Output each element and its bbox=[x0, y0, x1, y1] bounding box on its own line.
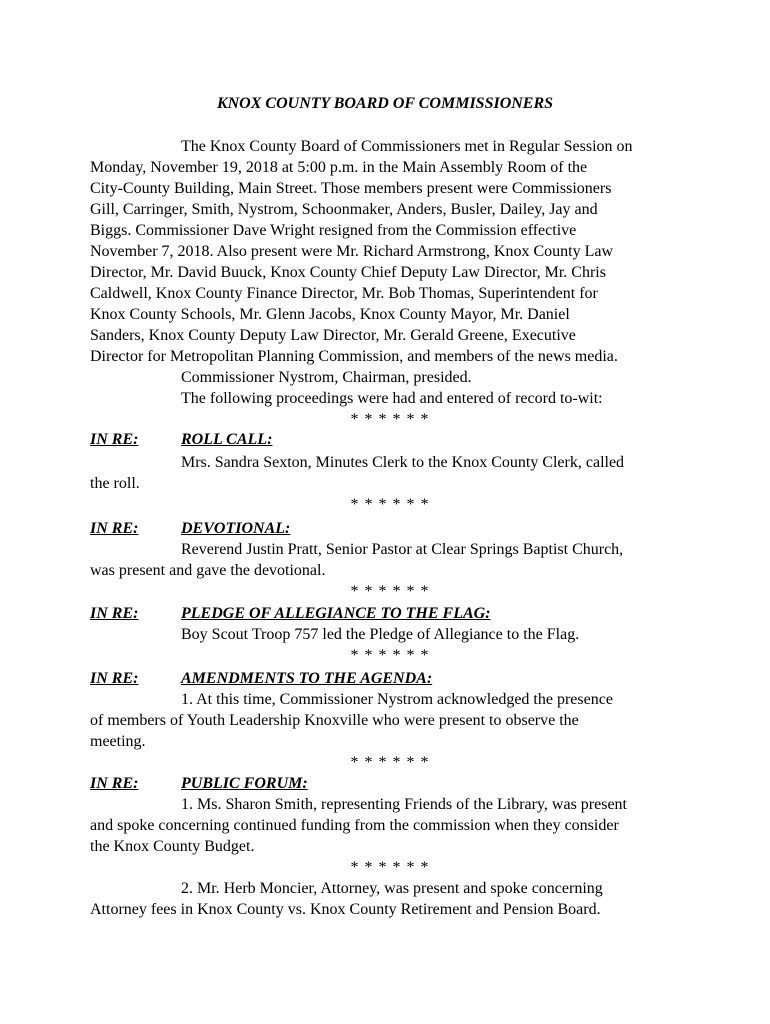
section-heading: AMENDMENTS TO THE AGENDA: bbox=[181, 670, 433, 687]
intro-line: The Knox County Board of Commissioners met in Regular Session on bbox=[181, 138, 633, 155]
in-re-label: IN RE: bbox=[90, 670, 139, 687]
section-heading-row bbox=[90, 518, 690, 539]
section-text: 1. Ms. Sharon Smith, representing Friends of the Library, was present bbox=[181, 796, 627, 813]
section-text: 2. Mr. Herb Moncier, Attorney, was present and spoke concerning bbox=[181, 880, 603, 897]
separator: * * * * * * bbox=[350, 583, 430, 600]
intro-line: Gill, Carringer, Smith, Nystrom, Schoonmaker, Anders, Busler, Dailey, Jay and bbox=[90, 201, 598, 218]
section-text: Boy Scout Troop 757 led the Pledge of Allegiance to the Flag. bbox=[181, 626, 580, 643]
section-heading-row bbox=[90, 603, 690, 624]
proceedings-line: The following proceedings were had and entered of record to-wit: bbox=[181, 390, 603, 407]
in-re-label: IN RE: bbox=[90, 431, 139, 448]
section-text: Mrs. Sandra Sexton, Minutes Clerk to the Knox County Clerk, called bbox=[181, 454, 625, 471]
section-text: 1. At this time, Commissioner Nystrom acknowledged the presence bbox=[181, 691, 613, 708]
intro-line: Knox County Schools, Mr. Glenn Jacobs, Knox County Mayor, Mr. Daniel bbox=[90, 306, 570, 323]
intro-line: November 7, 2018. Also present were Mr. Richard Armstrong, Knox County Law bbox=[90, 243, 614, 260]
section-devotional bbox=[90, 518, 690, 602]
intro-line: Caldwell, Knox County Finance Director, Mr. Bob Thomas, Superintendent for bbox=[90, 285, 598, 302]
section-roll-call bbox=[90, 429, 690, 515]
separator: * * * * * * bbox=[350, 754, 430, 771]
section-text: and spoke concerning continued funding from the commission when they consider bbox=[90, 817, 619, 834]
section-amendments bbox=[90, 668, 690, 773]
separator: * * * * * * bbox=[350, 859, 430, 876]
section-heading: ROLL CALL: bbox=[181, 431, 273, 448]
intro-line: Director, Mr. David Buuck, Knox County Chief Deputy Law Director, Mr. Chris bbox=[90, 264, 606, 281]
section-heading: DEVOTIONAL: bbox=[181, 520, 291, 537]
section-text: Attorney fees in Knox County vs. Knox County Retirement and Pension Board. bbox=[90, 901, 601, 918]
section-heading-row bbox=[90, 668, 690, 689]
section-heading: PLEDGE OF ALLEGIANCE TO THE FLAG: bbox=[181, 605, 491, 622]
section-text: meeting. bbox=[90, 733, 146, 750]
intro-line: Biggs. Commissioner Dave Wright resigned from the Commission effective bbox=[90, 222, 577, 239]
section-text: was present and gave the devotional. bbox=[90, 562, 326, 579]
section-heading: PUBLIC FORUM: bbox=[181, 775, 308, 792]
section-heading-row bbox=[90, 429, 690, 450]
separator: * * * * * * bbox=[350, 411, 430, 428]
section-heading-row bbox=[90, 773, 690, 794]
in-re-label: IN RE: bbox=[90, 775, 139, 792]
section-text: the Knox County Budget. bbox=[90, 838, 255, 855]
separator: * * * * * * bbox=[350, 647, 430, 664]
separator: * * * * * * bbox=[350, 496, 430, 513]
in-re-label: IN RE: bbox=[90, 605, 139, 622]
section-text: of members of Youth Leadership Knoxville who were present to observe the bbox=[90, 712, 579, 729]
intro-line: Monday, November 19, 2018 at 5:00 p.m. in the Main Assembly Room of the bbox=[90, 159, 588, 176]
section-pledge bbox=[90, 603, 690, 666]
intro-line: Sanders, Knox County Deputy Law Director, Mr. Gerald Greene, Executive bbox=[90, 327, 576, 344]
in-re-label: IN RE: bbox=[90, 520, 139, 537]
intro-line: Director for Metropolitan Planning Commission, and members of the news media. bbox=[90, 348, 618, 365]
section-text: the roll. bbox=[90, 475, 140, 492]
section-public-forum bbox=[90, 773, 690, 920]
intro-line: City-County Building, Main Street. Those members present were Commissioners bbox=[90, 180, 612, 197]
section-text: Reverend Justin Pratt, Senior Pastor at Clear Springs Baptist Church, bbox=[181, 541, 624, 558]
document-title: KNOX COUNTY BOARD OF COMMISSIONERS bbox=[216, 95, 554, 112]
intro-paragraph bbox=[90, 136, 690, 430]
presided-line: Commissioner Nystrom, Chairman, presided. bbox=[181, 369, 472, 386]
